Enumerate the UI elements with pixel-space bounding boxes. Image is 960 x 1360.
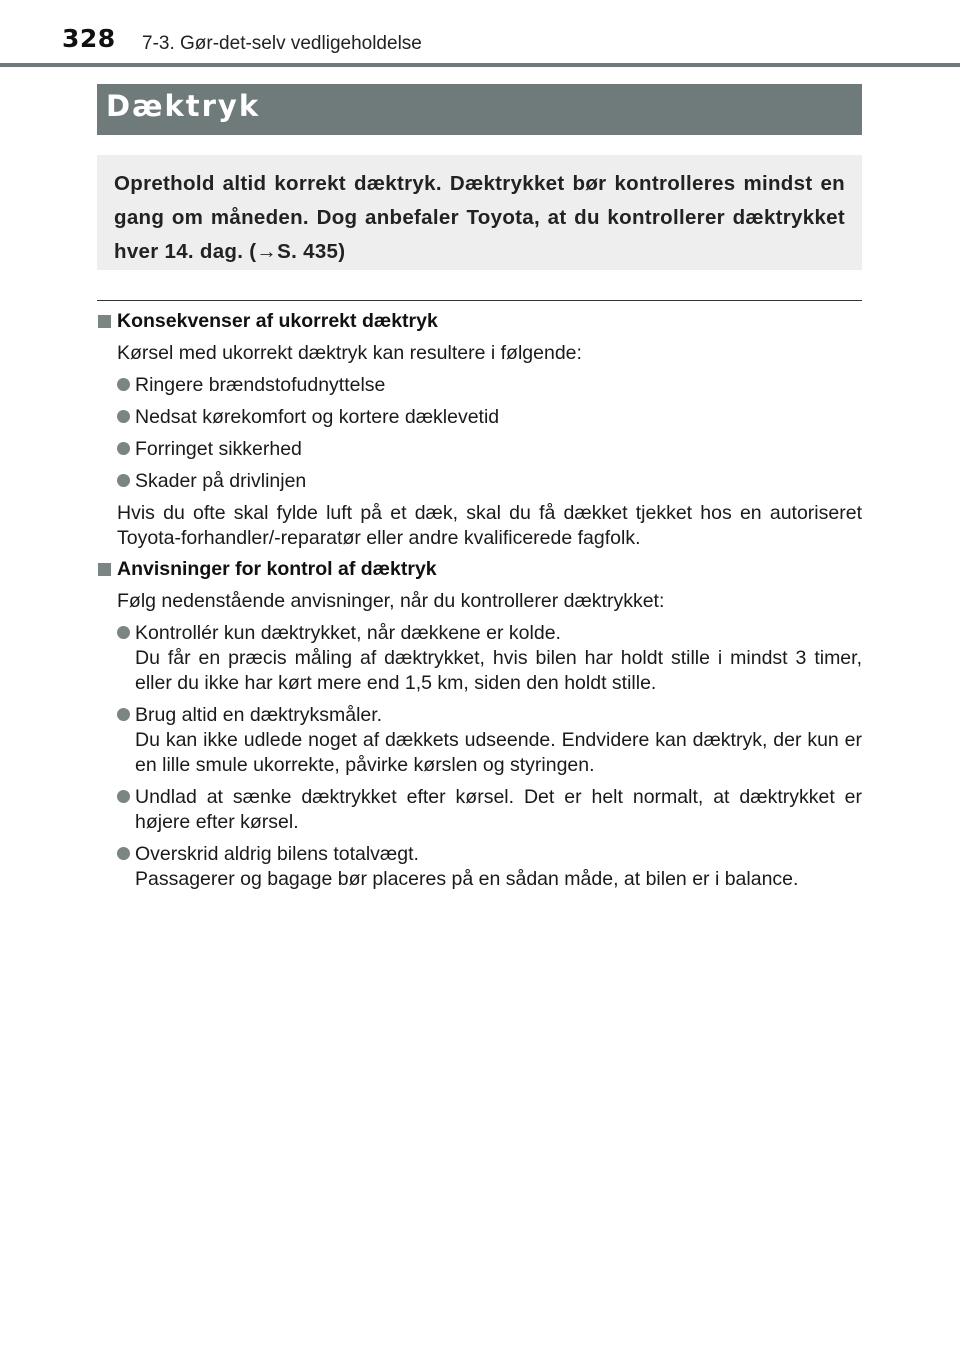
section-note: Hvis du ofte skal fylde luft på et dæk, skal du få dækket tjekket hos en autoriseret Toyota-forhandler/-reparatør eller andre kvalificerede fagfolk. [117, 502, 862, 549]
bullet-dot-icon [117, 790, 130, 803]
list-item-title: Kontrollér kun dæktrykket, når dækkene er kolde. [135, 622, 561, 644]
list-item [97, 785, 862, 835]
intro-box [97, 155, 862, 270]
title-band [97, 84, 862, 135]
section-label: 7-3. Gør-det-selv vedligeholdelse [142, 33, 422, 54]
list-item-body: Du får en præcis måling af dæktrykket, hvis bilen har holdt stille i mindst 3 timer, eller du ikke har kørt mere end 1,5 km, siden den holdt stille. [135, 647, 862, 694]
list-item-text: Skader på drivlinjen [135, 470, 307, 492]
intro-text: Oprethold altid korrekt dæktryk. Dæktrykket bør kontrolleres mindst en gang om måneden. Dog anbefaler Toyota, at du kontrollerer dæktrykket hver 14. dag. (→S. 435) [114, 172, 845, 263]
list-item-text: Ringere brændstofudnyttelse [135, 374, 386, 396]
section-heading-text: Anvisninger for kontrol af dæktryk [117, 558, 437, 580]
list-item-body: Passagerer og bagage bør placeres på en sådan måde, at bilen er i balance. [135, 868, 799, 890]
bullet-dot-icon [117, 378, 130, 391]
header-rule [0, 63, 960, 67]
list-item [97, 437, 862, 462]
list-item-title: Undlad at sænke dæktrykket efter kørsel. Det er helt normalt, at dæktrykket er højere efter kørsel. [135, 786, 862, 833]
section-heading [97, 309, 862, 334]
bullet-dot-icon [117, 442, 130, 455]
bullet-dot-icon [117, 474, 130, 487]
square-marker-icon [98, 315, 111, 328]
list-item [97, 621, 862, 696]
bullet-dot-icon [117, 708, 130, 721]
section-lead: Følg nedenstående anvisninger, når du kontrollerer dæktrykket: [117, 590, 665, 612]
section-lead: Kørsel med ukorrekt dæktryk kan resultere i følgende: [117, 342, 582, 364]
list-item-title: Overskrid aldrig bilens totalvægt. [135, 843, 419, 865]
list-item [97, 405, 862, 430]
list-item-text: Nedsat kørekomfort og kortere dæklevetid [135, 406, 500, 428]
list-item-title: Brug altid en dæktryksmåler. [135, 704, 383, 726]
list-item-text: Forringet sikkerhed [135, 438, 302, 460]
list-item [97, 469, 862, 494]
section-divider [97, 300, 862, 301]
list-item [97, 373, 862, 398]
section-heading [97, 557, 862, 582]
list-item [97, 842, 862, 892]
bullet-dot-icon [117, 847, 130, 860]
page-number: 328 [62, 24, 116, 53]
bullet-dot-icon [117, 410, 130, 423]
section-heading-text: Konsekvenser af ukorrekt dæktryk [117, 310, 438, 332]
list-item [97, 703, 862, 778]
bullet-dot-icon [117, 626, 130, 639]
list-item-body: Du kan ikke udlede noget af dækkets udseende. Endvidere kan dæktryk, der kun er en lille smule ukorrekte, påvirke kørslen og styringen. [135, 729, 862, 776]
page-title: Dæktryk [106, 89, 261, 123]
content [97, 309, 862, 899]
square-marker-icon [98, 563, 111, 576]
